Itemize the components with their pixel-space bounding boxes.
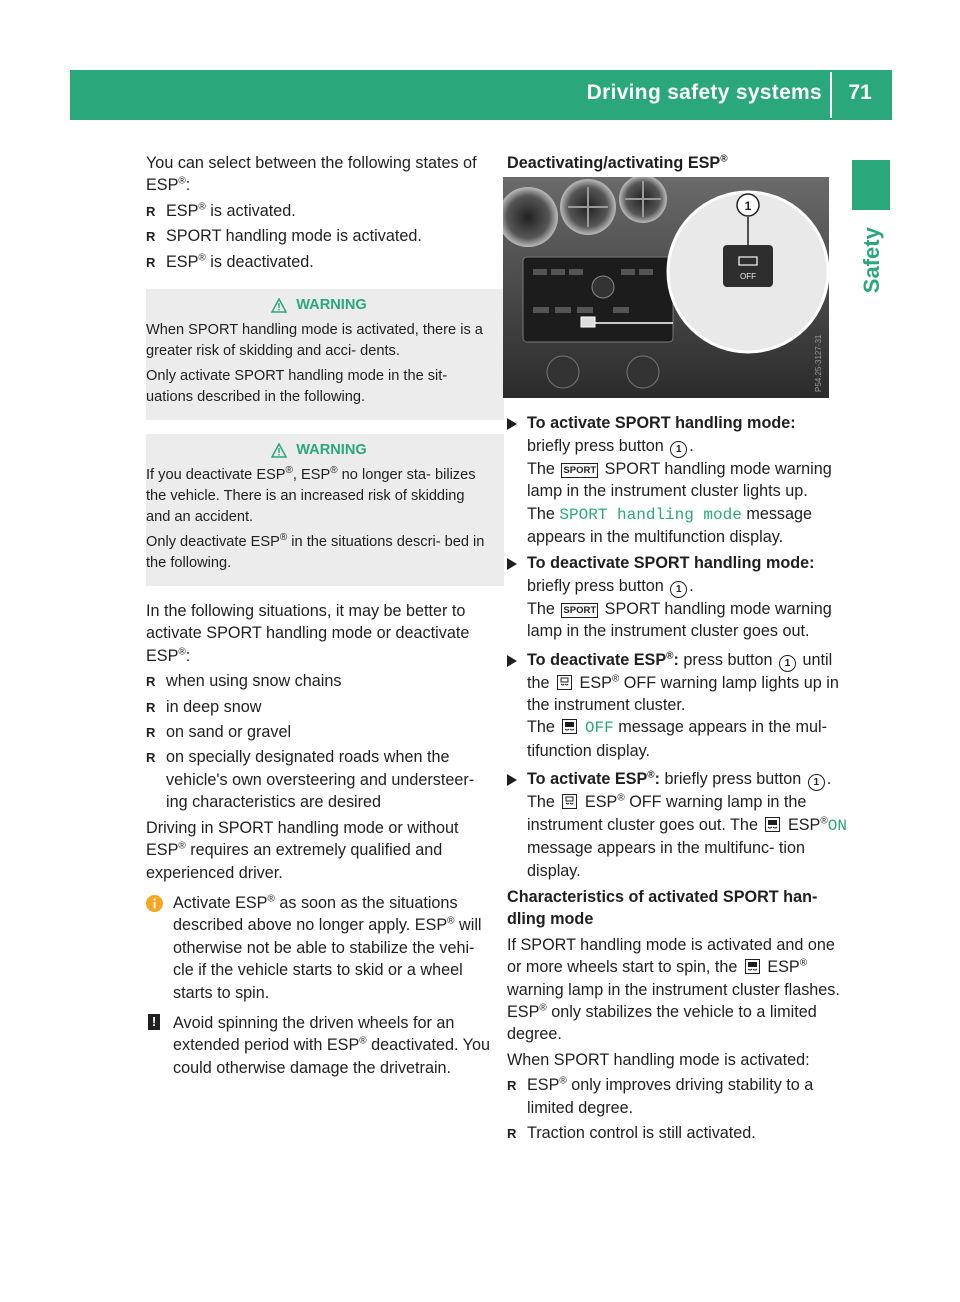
subsection-heading: Characteristics of activated SPORT han- dling mode: [507, 887, 818, 929]
warning-box: [146, 289, 504, 420]
paragraph: When SPORT handling mode is activated:: [507, 1050, 810, 1069]
warning-icon: [271, 298, 287, 313]
button-1-icon: 1: [808, 774, 825, 791]
svg-text:OFF: OFF: [740, 272, 756, 282]
warning-text: If you deactivate ESP®, ESP® no longer sta- bilizes the vehicle. There is an increased risk of skidding and an accident.: [146, 465, 476, 526]
instruction-step: To activate SPORT handling mode: briefly press button 1 . The SPORT SPORT handling mode warning lamp in the instrument cluster lights up. The SPORT handling mode message appears in the multifunction display.: [507, 412, 853, 548]
esp-button-photo: [503, 177, 829, 398]
list-item: R Traction control is still activated.: [507, 1122, 853, 1144]
list-item: R in deep snow: [146, 696, 492, 718]
esp-icon: [765, 817, 780, 832]
right-column: [507, 152, 853, 1147]
esp-off-icon: [557, 675, 572, 690]
list-item: R ESP® only improves driving stability to a limited degree.: [507, 1074, 853, 1119]
left-column: [146, 152, 492, 1082]
list-item: R on specially designated roads when the vehicle's own oversteering and understeer- ing characteristics are desired: [146, 746, 492, 813]
driving-note: Driving in SPORT handling mode or without ESP® requires an extremely qualified and experienced driver.: [146, 818, 459, 882]
instruction-step: To activate ESP®: briefly press button 1 . The ESP® OFF warning lamp in the instrument cluster goes out. The ESP®ON message appears in the multifunc- tion display.: [507, 768, 853, 882]
warning-heading: WARNING: [146, 295, 492, 316]
page-number: 71: [848, 81, 872, 104]
warning-heading: WARNING: [146, 440, 492, 461]
warning-text: When SPORT handling mode is activated, there is a greater risk of skidding and acci- dents.: [146, 322, 483, 360]
caution-note: ! Avoid spinning the driven wheels for an extended period with ESP® deactivated. You could otherwise damage the drivetrain.: [146, 1012, 492, 1079]
instruction-step: To deactivate SPORT handling mode: briefly press button 1 . The SPORT SPORT handling mode warning lamp in the instrument cluster goes out.: [507, 552, 853, 642]
instruction-step: To deactivate ESP®: press button 1 until the ESP® OFF warning lamp lights up in the instrument cluster. The OFF message appears in the mul- tifunction display.: [507, 649, 853, 763]
chapter-tab-label: Safety: [858, 226, 884, 294]
warning-box: [146, 434, 504, 586]
esp-icon: [745, 959, 760, 974]
list-item: R ESP® is activated.: [146, 200, 492, 222]
button-1-icon: 1: [670, 581, 687, 598]
info-note: Activate ESP® as soon as the situations described above no longer apply. ESP® will otherwise not be able to stabilize the vehi- cle if the vehicle starts to skid or a wheel starts to spin.: [146, 892, 492, 1004]
section-heading: Deactivating/activating ESP®: [507, 153, 728, 172]
header-divider: [830, 72, 832, 118]
list-item: R ESP® is deactivated.: [146, 251, 492, 273]
situations-intro: In the following situations, it may be better to activate SPORT handling mode or deactivate ESP®:: [146, 602, 470, 665]
caution-icon: !: [148, 1014, 160, 1030]
list-item: R SPORT handling mode is activated.: [146, 225, 492, 247]
warning-icon: [271, 443, 287, 458]
esp-off-icon: [562, 794, 577, 809]
warning-text: Only deactivate ESP® in the situations descri- bed in the following.: [146, 532, 485, 572]
callout-number: 1: [744, 199, 752, 214]
esp-icon: [562, 719, 577, 734]
warning-text: Only activate SPORT handling mode in the sit- uations described in the following.: [146, 368, 448, 406]
list-item: R on sand or gravel: [146, 721, 492, 743]
chapter-marker: [852, 160, 890, 210]
section-title: Driving safety systems: [586, 81, 822, 104]
intro-text: You can select between the following states of ESP®:: [146, 154, 477, 195]
sport-icon: SPORT: [563, 464, 597, 476]
photo-code: P54.25-3127-31: [814, 335, 823, 393]
button-1-icon: 1: [779, 655, 796, 672]
list-item: R when using snow chains: [146, 670, 492, 692]
display-message: SPORT handling mode: [559, 505, 742, 524]
display-message: OFF: [584, 719, 614, 738]
paragraph: If SPORT handling mode is activated and one or more wheels start to spin, the ESP® warning lamp in the instrument cluster flashes. ESP® only stabilizes the vehicle to a limited degree.: [507, 935, 840, 1044]
display-message: ON: [827, 816, 847, 835]
info-icon: [146, 895, 163, 912]
sport-icon: SPORT: [563, 604, 597, 616]
button-1-icon: 1: [670, 441, 687, 458]
